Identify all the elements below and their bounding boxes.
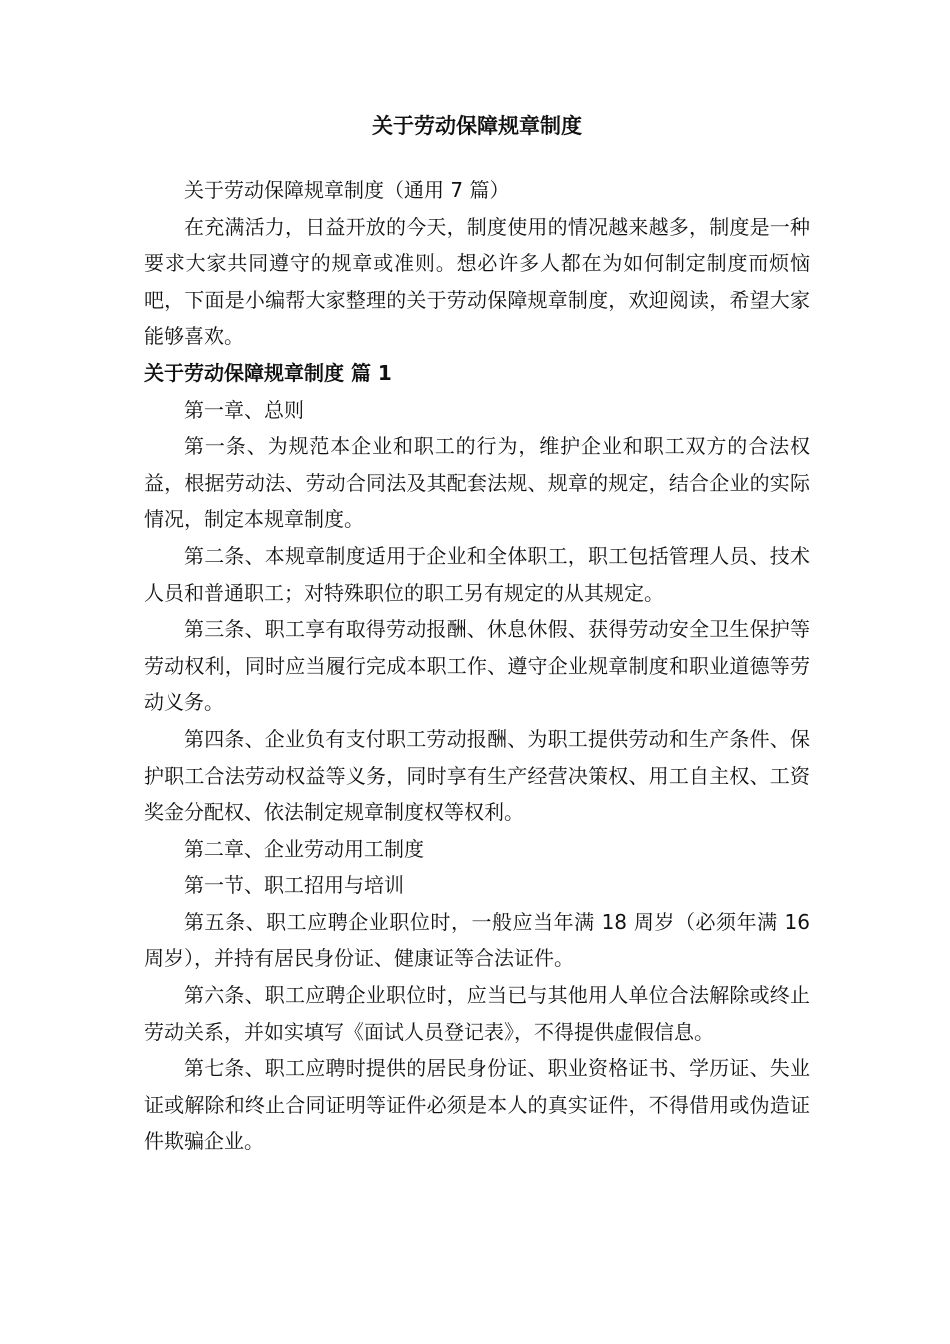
- article-paragraph: 第三条、职工享有取得劳动报酬、休息休假、获得劳动安全卫生保护等劳动权利，同时应当履行完成本职工作、遵守企业规章制度和职业道德等劳动义务。: [144, 617, 810, 715]
- article-paragraph: 第一条、为规范本企业和职工的行为，维护企业和职工双方的合法权益，根据劳动法、劳动合同法及其配套法规、规章的规定，结合企业的实际情况，制定本规章制度。: [144, 434, 810, 532]
- article-paragraph: 第二条、本规章制度适用于企业和全体职工，职工包括管理人员、技术人员和普通职工；对特殊职位的职工另有规定的从其规定。: [144, 543, 810, 605]
- article-paragraph: 第五条、职工应聘企业职位时，一般应当年满 18 周岁（必须年满 16 周岁），并持有居民身份证、健康证等合法证件。: [144, 909, 810, 971]
- article-paragraph: 第七条、职工应聘时提供的居民身份证、职业资格证书、学历证、失业证或解除和终止合同证明等证件必须是本人的真实证件，不得借用或伪造证件欺骗企业。: [144, 1056, 810, 1154]
- document-title: 关于劳动保障规章制度: [372, 114, 582, 138]
- article-paragraph: 第六条、职工应聘企业职位时，应当已与其他用人单位合法解除或终止劳动关系，并如实填写《面试人员登记表》，不得提供虚假信息。: [144, 983, 810, 1044]
- document-body: [144, 172, 810, 1160]
- chapter-heading: 第一章、总则: [184, 397, 304, 422]
- subtitle-paragraph: 关于劳动保障规章制度（通用 7 篇）: [184, 178, 510, 202]
- subsection-heading: 第一节、职工招用与培训: [184, 873, 404, 898]
- section-heading: 关于劳动保障规章制度 篇 1: [144, 360, 392, 385]
- chapter-heading: 第二章、企业劳动用工制度: [184, 836, 424, 861]
- intro-paragraph: 在充满活力，日益开放的今天，制度使用的情况越来越多，制度是一种要求大家共同遵守的规章或准则。想必许多人都在为如何制定制度而烦恼吧，下面是小编帮大家整理的关于劳动保障规章制度，欢迎阅读，希望大家能够喜欢。: [144, 214, 810, 349]
- article-paragraph: 第四条、企业负有支付职工劳动报酬、为职工提供劳动和生产条件、保护职工合法劳动权益等义务，同时享有生产经营决策权、用工自主权、工资奖金分配权、依法制定规章制度权等权利。: [144, 726, 810, 825]
